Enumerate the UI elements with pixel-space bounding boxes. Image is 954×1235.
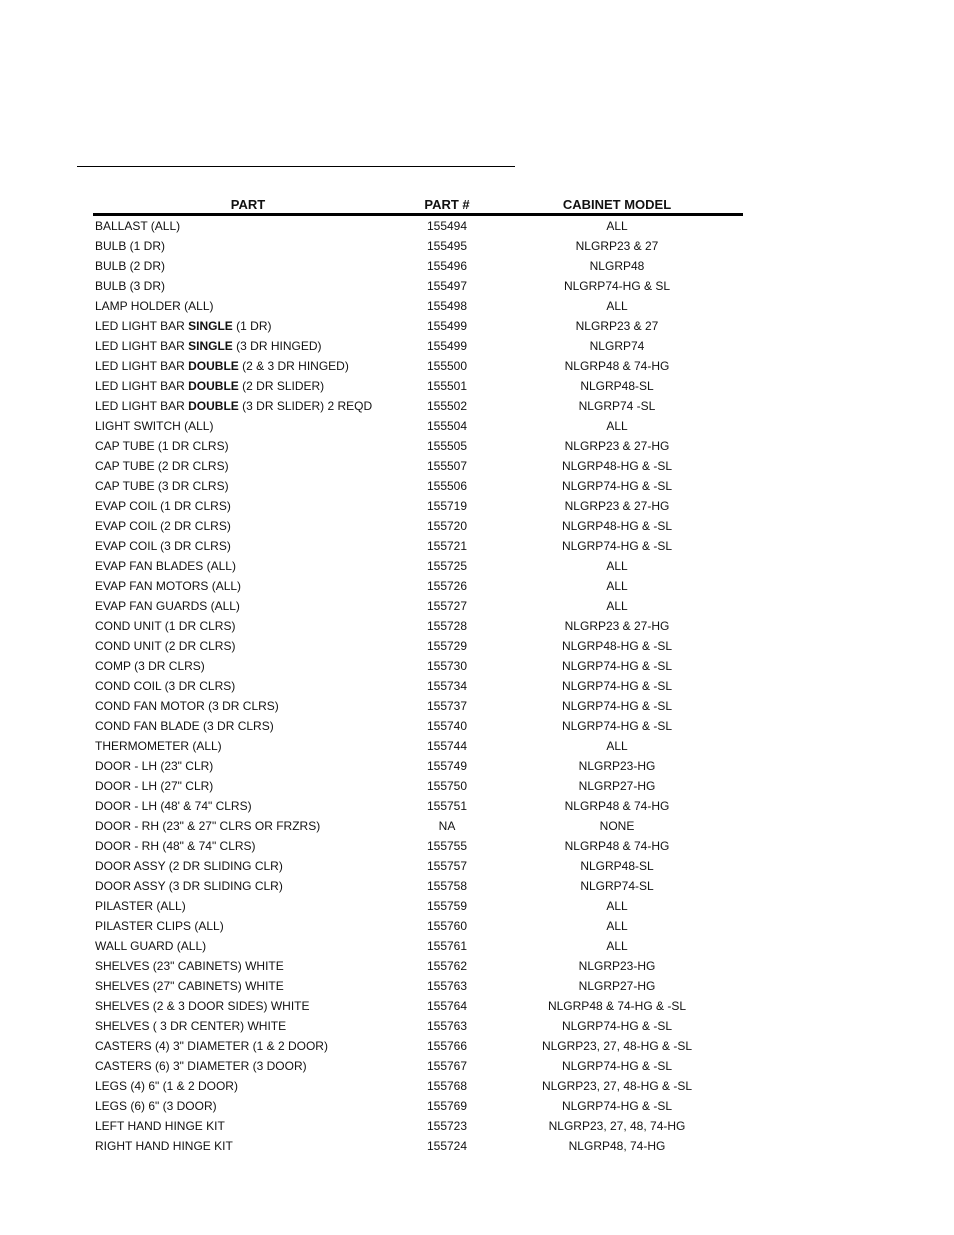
part-cell — [93, 1036, 403, 1056]
part-text: RIGHT HAND HINGE KIT — [95, 1139, 233, 1153]
part-text: EVAP COIL (2 DR CLRS) — [95, 519, 231, 533]
table-row — [93, 796, 743, 816]
cabinet-model-cell: NLGRP48, 74-HG — [568, 1139, 666, 1153]
header-cabinet-model: CABINET MODEL — [562, 197, 672, 212]
table-row — [93, 696, 743, 716]
table-row — [93, 956, 743, 976]
part-cell — [93, 756, 403, 776]
part-text: DOOR - RH (48" & 74" CLRS) — [95, 839, 256, 853]
part-number-cell: 155749 — [426, 759, 468, 773]
cabinet-model-cell: NLGRP74-HG & -SL — [561, 1099, 673, 1113]
table-row — [93, 576, 743, 596]
cabinet-model-cell: NLGRP48-HG & -SL — [561, 639, 673, 653]
part-text: CASTERS (6) 3" DIAMETER (3 DOOR) — [95, 1059, 307, 1073]
part-cell — [93, 396, 403, 416]
part-cell — [93, 376, 403, 396]
part-cell — [93, 296, 403, 316]
part-cell — [93, 1076, 403, 1096]
part-text: SHELVES (27" CABINETS) WHITE — [95, 979, 284, 993]
part-cell — [93, 876, 403, 896]
part-text: CAP TUBE (1 DR CLRS) — [95, 439, 229, 453]
part-cell — [93, 636, 403, 656]
part-cell — [93, 1116, 403, 1136]
cabinet-model-cell: NLGRP23, 27, 48-HG & -SL — [541, 1039, 693, 1053]
part-number-cell: 155724 — [426, 1139, 468, 1153]
table-row — [93, 476, 743, 496]
part-text: (2 DR SLIDER) — [238, 379, 325, 393]
part-number-cell: 155719 — [426, 499, 468, 513]
cabinet-model-cell: NLGRP48 & 74-HG & -SL — [547, 999, 687, 1013]
part-text: (1 DR) — [232, 319, 272, 333]
part-text: EVAP FAN MOTORS (ALL) — [95, 579, 242, 593]
part-number-cell: 155744 — [426, 739, 468, 753]
part-text: EVAP COIL (3 DR CLRS) — [95, 539, 231, 553]
part-text: DOOR - RH (23" & 27" CLRS OR FRZRS) — [95, 819, 321, 833]
part-number-cell: 155497 — [426, 279, 468, 293]
table-body — [93, 216, 743, 1156]
part-text: COND FAN MOTOR (3 DR CLRS) — [95, 699, 279, 713]
part-text: SHELVES (23" CABINETS) WHITE — [95, 959, 284, 973]
table-row — [93, 996, 743, 1016]
part-emphasis: DOUBLE — [188, 379, 239, 393]
part-text: COND UNIT (2 DR CLRS) — [95, 639, 236, 653]
part-number-cell: 155751 — [426, 799, 468, 813]
cabinet-model-cell: NLGRP23-HG — [578, 959, 656, 973]
table-row — [93, 676, 743, 696]
part-number-cell: 155723 — [426, 1119, 468, 1133]
table-row — [93, 936, 743, 956]
part-text: EVAP FAN BLADES (ALL) — [95, 559, 236, 573]
part-number-cell: 155755 — [426, 839, 468, 853]
part-cell — [93, 556, 403, 576]
top-rule — [77, 166, 515, 167]
part-cell — [93, 1136, 403, 1156]
cabinet-model-cell: NLGRP48-HG & -SL — [561, 459, 673, 473]
cabinet-model-cell: ALL — [606, 419, 628, 433]
table-row — [93, 516, 743, 536]
table-header — [93, 196, 743, 216]
cabinet-model-cell: NLGRP48 — [589, 259, 645, 273]
part-number-cell: 155721 — [426, 539, 468, 553]
cabinet-model-cell: NLGRP23 & 27-HG — [564, 499, 670, 513]
part-number-cell: 155767 — [426, 1059, 468, 1073]
table-row — [93, 756, 743, 776]
part-emphasis: DOUBLE — [188, 359, 239, 373]
part-number-cell: 155760 — [426, 919, 468, 933]
part-text: LEGS (4) 6" (1 & 2 DOOR) — [95, 1079, 238, 1093]
part-number-cell: 155763 — [426, 979, 468, 993]
part-emphasis: SINGLE — [188, 319, 233, 333]
part-cell — [93, 536, 403, 556]
part-number-cell: 155737 — [426, 699, 468, 713]
cabinet-model-cell: NLGRP27-HG — [578, 779, 656, 793]
part-text: CASTERS (4) 3" DIAMETER (1 & 2 DOOR) — [95, 1039, 328, 1053]
cabinet-model-cell: NLGRP23, 27, 48-HG & -SL — [541, 1079, 693, 1093]
cabinet-model-cell: NLGRP23 & 27 — [575, 239, 659, 253]
cabinet-model-cell: ALL — [606, 559, 628, 573]
table-row — [93, 656, 743, 676]
part-number-cell: 155500 — [426, 359, 468, 373]
part-text: LIGHT SWITCH (ALL) — [95, 419, 214, 433]
part-emphasis: SINGLE — [188, 339, 233, 353]
part-number-cell: 155495 — [426, 239, 468, 253]
part-cell — [93, 936, 403, 956]
table-row — [93, 776, 743, 796]
part-cell — [93, 916, 403, 936]
part-text: LED LIGHT BAR — [95, 339, 189, 353]
part-number-cell: 155502 — [426, 399, 468, 413]
table-row — [93, 416, 743, 436]
table-row — [93, 596, 743, 616]
cabinet-model-cell: ALL — [606, 579, 628, 593]
part-text: PILASTER (ALL) — [95, 899, 186, 913]
part-text: DOOR - LH (23" CLR) — [95, 759, 214, 773]
part-cell — [93, 256, 403, 276]
cabinet-model-cell: NLGRP48 & 74-HG — [564, 359, 670, 373]
part-cell — [93, 836, 403, 856]
part-number-cell: NA — [438, 819, 456, 833]
part-number-cell: 155758 — [426, 879, 468, 893]
table-row — [93, 976, 743, 996]
table-row — [93, 236, 743, 256]
part-number-cell: 155750 — [426, 779, 468, 793]
part-text: WALL GUARD (ALL) — [95, 939, 207, 953]
part-cell — [93, 736, 403, 756]
part-text: LEFT HAND HINGE KIT — [95, 1119, 225, 1133]
part-number-cell: 155769 — [426, 1099, 468, 1113]
cabinet-model-cell: NLGRP74-HG & -SL — [561, 679, 673, 693]
part-cell — [93, 496, 403, 516]
part-number-cell: 155729 — [426, 639, 468, 653]
part-text: LED LIGHT BAR — [95, 379, 189, 393]
part-text: DOOR - LH (48' & 74" CLRS) — [95, 799, 252, 813]
table-row — [93, 296, 743, 316]
part-cell — [93, 336, 403, 356]
part-number-cell: 155762 — [426, 959, 468, 973]
part-text: LED LIGHT BAR — [95, 399, 189, 413]
part-cell — [93, 976, 403, 996]
part-number-cell: 155728 — [426, 619, 468, 633]
part-cell — [93, 236, 403, 256]
part-number-cell: 155499 — [426, 339, 468, 353]
part-cell — [93, 436, 403, 456]
part-text: LED LIGHT BAR — [95, 359, 189, 373]
part-text: CAP TUBE (3 DR CLRS) — [95, 479, 229, 493]
table-row — [93, 736, 743, 756]
cabinet-model-cell: NLGRP74-HG & -SL — [561, 539, 673, 553]
cabinet-model-cell: NLGRP48 & 74-HG — [564, 839, 670, 853]
part-cell — [93, 816, 403, 836]
header-part-number: PART # — [424, 197, 470, 212]
part-text: (2 & 3 DR HINGED) — [238, 359, 349, 373]
part-text: EVAP FAN GUARDS (ALL) — [95, 599, 240, 613]
table-row — [93, 1136, 743, 1156]
part-number-cell: 155761 — [426, 939, 468, 953]
part-text: SHELVES ( 3 DR CENTER) WHITE — [95, 1019, 287, 1033]
table-row — [93, 816, 743, 836]
cabinet-model-cell: NONE — [599, 819, 635, 833]
part-number-cell: 155759 — [426, 899, 468, 913]
table-row — [93, 1036, 743, 1056]
cabinet-model-cell: NLGRP23 & 27 — [575, 319, 659, 333]
cabinet-model-cell: NLGRP74 — [589, 339, 645, 353]
part-number-cell: 155740 — [426, 719, 468, 733]
part-text: CAP TUBE (2 DR CLRS) — [95, 459, 229, 473]
cabinet-model-cell: NLGRP27-HG — [578, 979, 656, 993]
cabinet-model-cell: NLGRP74-HG & -SL — [561, 479, 673, 493]
part-cell — [93, 716, 403, 736]
cabinet-model-cell: NLGRP74-HG & SL — [563, 279, 671, 293]
cabinet-model-cell: NLGRP74-HG & -SL — [561, 699, 673, 713]
part-text: COND FAN BLADE (3 DR CLRS) — [95, 719, 274, 733]
part-number-cell: 155726 — [426, 579, 468, 593]
part-text: BULB (2 DR) — [95, 259, 166, 273]
part-number-cell: 155505 — [426, 439, 468, 453]
part-cell — [93, 576, 403, 596]
cabinet-model-cell: NLGRP23-HG — [578, 759, 656, 773]
part-text: BULB (1 DR) — [95, 239, 166, 253]
table-row — [93, 1116, 743, 1136]
part-cell — [93, 696, 403, 716]
part-cell — [93, 456, 403, 476]
part-text: SHELVES (2 & 3 DOOR SIDES) WHITE — [95, 999, 310, 1013]
part-cell — [93, 276, 403, 296]
part-text: THERMOMETER (ALL) — [95, 739, 222, 753]
part-cell — [93, 676, 403, 696]
part-cell — [93, 1056, 403, 1076]
part-cell — [93, 216, 403, 236]
part-cell — [93, 656, 403, 676]
table-row — [93, 1076, 743, 1096]
part-text: BALLAST (ALL) — [95, 219, 181, 233]
part-text: COND UNIT (1 DR CLRS) — [95, 619, 236, 633]
table-row — [93, 716, 743, 736]
part-cell — [93, 956, 403, 976]
table-row — [93, 836, 743, 856]
table-row — [93, 276, 743, 296]
table-row — [93, 1056, 743, 1076]
part-text: LAMP HOLDER (ALL) — [95, 299, 214, 313]
table-row — [93, 536, 743, 556]
part-text: COMP (3 DR CLRS) — [95, 659, 205, 673]
part-number-cell: 155720 — [426, 519, 468, 533]
part-number-cell: 155766 — [426, 1039, 468, 1053]
part-text: (3 DR HINGED) — [232, 339, 322, 353]
cabinet-model-cell: NLGRP74 -SL — [578, 399, 656, 413]
part-text: DOOR ASSY (2 DR SLIDING CLR) — [95, 859, 283, 873]
table-row — [93, 316, 743, 336]
cabinet-model-cell: NLGRP23 & 27-HG — [564, 619, 670, 633]
cabinet-model-cell: NLGRP74-HG & -SL — [561, 719, 673, 733]
cabinet-model-cell: ALL — [606, 599, 628, 613]
part-text: EVAP COIL (1 DR CLRS) — [95, 499, 231, 513]
table-row — [93, 916, 743, 936]
part-number-cell: 155763 — [426, 1019, 468, 1033]
part-cell — [93, 776, 403, 796]
part-text: LEGS (6) 6" (3 DOOR) — [95, 1099, 217, 1113]
part-text: (3 DR SLIDER) 2 REQD — [238, 399, 373, 413]
cabinet-model-cell: NLGRP48 & 74-HG — [564, 799, 670, 813]
part-cell — [93, 516, 403, 536]
cabinet-model-cell: NLGRP48-SL — [580, 379, 654, 393]
cabinet-model-cell: ALL — [606, 919, 628, 933]
part-text: LED LIGHT BAR — [95, 319, 189, 333]
part-cell — [93, 356, 403, 376]
part-cell — [93, 476, 403, 496]
table-row — [93, 636, 743, 656]
part-number-cell: 155501 — [426, 379, 468, 393]
table-row — [93, 556, 743, 576]
cabinet-model-cell: NLGRP74-HG & -SL — [561, 659, 673, 673]
cabinet-model-cell: ALL — [606, 939, 628, 953]
part-number-cell: 155764 — [426, 999, 468, 1013]
part-text: DOOR ASSY (3 DR SLIDING CLR) — [95, 879, 283, 893]
table-row — [93, 456, 743, 476]
table-row — [93, 336, 743, 356]
part-number-cell: 155757 — [426, 859, 468, 873]
table-row — [93, 896, 743, 916]
table-row — [93, 356, 743, 376]
part-cell — [93, 996, 403, 1016]
table-row — [93, 436, 743, 456]
header-part: PART — [230, 197, 266, 212]
part-number-cell: 155504 — [426, 419, 468, 433]
part-cell — [93, 1096, 403, 1116]
table-row — [93, 256, 743, 276]
part-number-cell: 155496 — [426, 259, 468, 273]
part-cell — [93, 596, 403, 616]
part-number-cell: 155494 — [426, 219, 468, 233]
cabinet-model-cell: NLGRP74-SL — [580, 879, 654, 893]
part-cell — [93, 796, 403, 816]
part-cell — [93, 416, 403, 436]
part-emphasis: DOUBLE — [188, 399, 239, 413]
table-row — [93, 496, 743, 516]
cabinet-model-cell: NLGRP74-HG & -SL — [561, 1059, 673, 1073]
cabinet-model-cell: NLGRP23 & 27-HG — [564, 439, 670, 453]
cabinet-model-cell: ALL — [606, 899, 628, 913]
part-number-cell: 155499 — [426, 319, 468, 333]
part-number-cell: 155730 — [426, 659, 468, 673]
cabinet-model-cell: ALL — [606, 739, 628, 753]
part-text: PILASTER CLIPS (ALL) — [95, 919, 224, 933]
table-row — [93, 856, 743, 876]
table-row — [93, 876, 743, 896]
cabinet-model-cell: ALL — [606, 299, 628, 313]
part-cell — [93, 1016, 403, 1036]
part-cell — [93, 856, 403, 876]
cabinet-model-cell: NLGRP23, 27, 48, 74-HG — [548, 1119, 686, 1133]
table-row — [93, 216, 743, 236]
part-text: BULB (3 DR) — [95, 279, 166, 293]
part-cell — [93, 896, 403, 916]
parts-table — [93, 196, 743, 1156]
part-number-cell: 155734 — [426, 679, 468, 693]
cabinet-model-cell: ALL — [606, 219, 628, 233]
part-text: COND COIL (3 DR CLRS) — [95, 679, 236, 693]
part-number-cell: 155506 — [426, 479, 468, 493]
cabinet-model-cell: NLGRP74-HG & -SL — [561, 1019, 673, 1033]
part-number-cell: 155498 — [426, 299, 468, 313]
table-row — [93, 1096, 743, 1116]
table-row — [93, 616, 743, 636]
part-cell — [93, 616, 403, 636]
part-number-cell: 155727 — [426, 599, 468, 613]
part-number-cell: 155507 — [426, 459, 468, 473]
table-row — [93, 1016, 743, 1036]
part-number-cell: 155725 — [426, 559, 468, 573]
cabinet-model-cell: NLGRP48-SL — [580, 859, 654, 873]
table-row — [93, 396, 743, 416]
part-number-cell: 155768 — [426, 1079, 468, 1093]
cabinet-model-cell: NLGRP48-HG & -SL — [561, 519, 673, 533]
table-row — [93, 376, 743, 396]
part-text: DOOR - LH (27" CLR) — [95, 779, 214, 793]
part-cell — [93, 316, 403, 336]
